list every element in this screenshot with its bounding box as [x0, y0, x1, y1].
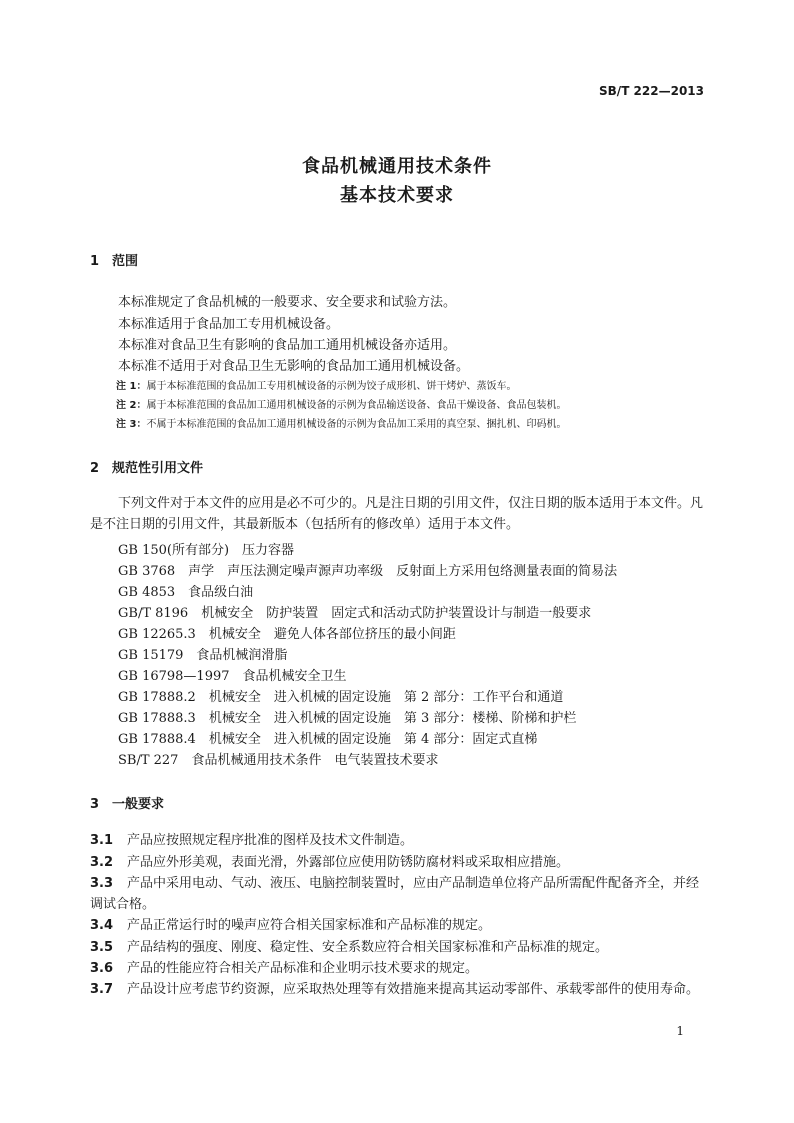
section-3-heading: [90, 793, 164, 812]
reference-item: GB 4853 食品级白油: [118, 585, 254, 600]
clause-number: 3.1: [90, 833, 114, 848]
clause-text: 产品正常运行时的噪声应符合相关国家标准和产品标准的规定。: [127, 918, 492, 933]
section-1-heading: [90, 250, 138, 269]
clause-number: 3.4: [90, 918, 114, 933]
clause-number: 3.2: [90, 855, 114, 870]
requirement-item: [90, 937, 707, 958]
scope-line: 本标准不适用于对食品卫生无影响的食品加工通用机械设备。: [118, 359, 470, 374]
section-number: 1: [90, 254, 100, 269]
reference-item: GB 17888.4 机械安全 进入机械的固定设施 第 4 部分：固定式直梯: [118, 732, 538, 747]
references-intro: 下列文件对于本文件的应用是必不可少的。凡是注日期的引用文件，仅注日期的版本适用于本文件。凡是不注日期的引用文件，其最新版本（包括所有的修改单）适用于本文件。: [90, 496, 704, 532]
note-text: 属于本标准范围的食品加工通用机械设备的示例为食品输送设备、食品干燥设备、食品包装机。: [146, 400, 567, 411]
page-number: 1: [676, 1024, 684, 1038]
section-title: 一般要求: [112, 797, 165, 812]
requirement-item: [90, 830, 707, 851]
clause-text: 产品结构的强度、刚度、稳定性、安全系数应符合相关国家标准和产品标准的规定。: [127, 940, 609, 955]
reference-item: GB 17888.2 机械安全 进入机械的固定设施 第 2 部分：工作平台和通道: [118, 690, 564, 705]
requirement-item: [90, 852, 707, 873]
reference-item: GB 12265.3 机械安全 避免人体各部位挤压的最小间距: [118, 627, 456, 642]
note-label: 注 3：: [116, 419, 147, 430]
section-title: 规范性引用文件: [112, 461, 204, 476]
note: [116, 415, 566, 430]
reference-item: GB 16798—1997 食品机械安全卫生: [118, 669, 347, 684]
requirement-item: [90, 873, 707, 915]
reference-item: GB 150(所有部分) 压力容器: [118, 543, 295, 558]
scope-line: 本标准规定了食品机械的一般要求、安全要求和试验方法。: [118, 295, 457, 310]
reference-item: GB 17888.3 机械安全 进入机械的固定设施 第 3 部分：楼梯、阶梯和护栏: [118, 711, 577, 726]
note-text: 属于本标准范围的食品加工专用机械设备的示例为饺子成形机、饼干烤炉、蒸饭车。: [146, 381, 517, 392]
note: [116, 396, 566, 411]
requirement-item: [90, 915, 707, 936]
section-number: 3: [90, 797, 100, 812]
note-text: 不属于本标准范围的食品加工通用机械设备的示例为食品加工采用的真空泵、捆扎机、印码机。: [146, 419, 567, 430]
document-subtitle: 基本技术要求: [340, 185, 454, 206]
clause-text: 产品中采用电动、气动、液压、电脑控制装置时，应由产品制造单位将产品所需配件配备齐全，并经调试合格。: [90, 876, 700, 912]
clause-text: 产品应外形美观，表面光滑，外露部位应使用防锈防腐材料或采取相应措施。: [127, 855, 570, 870]
clause-text: 产品设计应考虑节约资源，应采取热处理等有效措施来提高其运动零部件、承载零部件的使用寿命。: [127, 982, 700, 997]
clause-text: 产品的性能应符合相关产品标准和企业明示技术要求的规定。: [127, 961, 479, 976]
document-code: SB/T 222—2013: [599, 84, 704, 98]
document-title: 食品机械通用技术条件: [302, 156, 492, 177]
requirement-item: [90, 958, 707, 979]
note-label: 注 1：: [116, 381, 147, 392]
scope-line: 本标准适用于食品加工专用机械设备。: [118, 317, 340, 332]
reference-item: GB/T 8196 机械安全 防护装置 固定式和活动式防护装置设计与制造一般要求: [118, 606, 592, 621]
clause-number: 3.3: [90, 876, 114, 891]
reference-item: GB 15179 食品机械润滑脂: [118, 648, 288, 663]
clause-number: 3.6: [90, 961, 114, 976]
section-2-heading: [90, 457, 203, 476]
reference-item: GB 3768 声学 声压法测定噪声源声功率级 反射面上方采用包络测量表面的简易法: [118, 564, 618, 579]
section-number: 2: [90, 461, 100, 476]
note: [116, 377, 516, 392]
reference-item: SB/T 227 食品机械通用技术条件 电气装置技术要求: [118, 753, 439, 768]
clause-number: 3.5: [90, 940, 114, 955]
note-label: 注 2：: [116, 400, 147, 411]
requirement-item: [90, 979, 707, 1000]
section-title: 范围: [112, 254, 139, 269]
scope-line: 本标准对食品卫生有影响的食品加工通用机械设备亦适用。: [118, 338, 457, 353]
clause-text: 产品应按照规定程序批准的图样及技术文件制造。: [127, 833, 414, 848]
clause-number: 3.7: [90, 982, 114, 997]
